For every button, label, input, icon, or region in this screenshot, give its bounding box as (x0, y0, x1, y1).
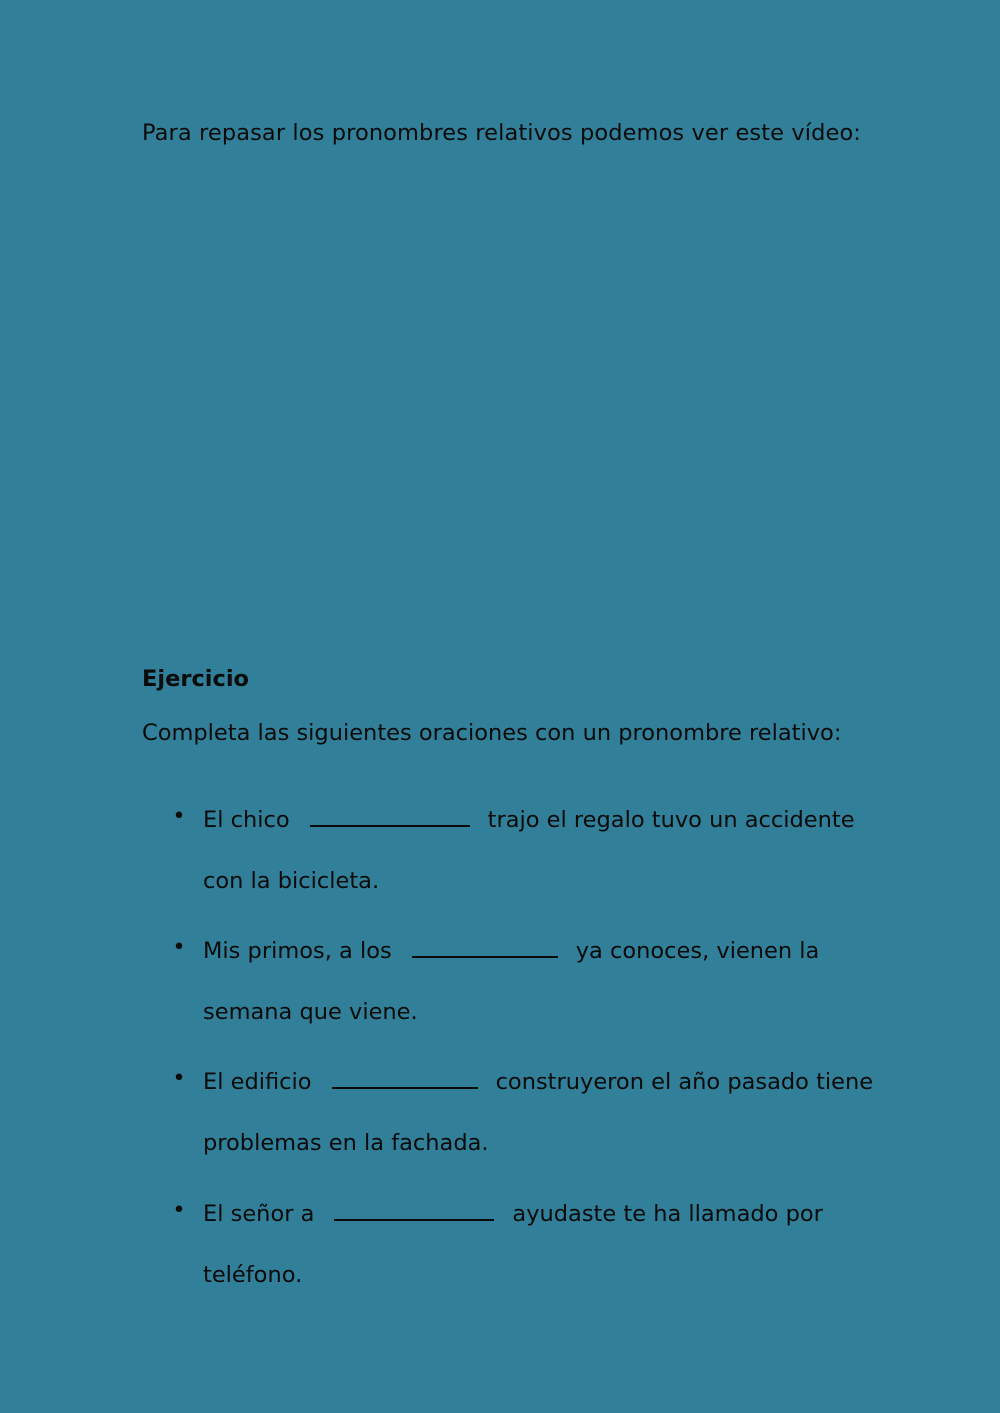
video-placeholder (142, 175, 858, 630)
exercise-item-line (203, 803, 855, 833)
bullet-icon: • (172, 1197, 186, 1223)
bullet-icon: • (172, 803, 186, 829)
bullet-icon: • (172, 1065, 186, 1091)
bullet-icon: • (172, 934, 186, 960)
answer-blank[interactable] (332, 1065, 478, 1089)
item-text-after: ya conoces, vienen la (575, 938, 820, 964)
item-continuation: semana que viene. (203, 999, 418, 1025)
item-continuation: con la bicicleta. (203, 868, 380, 894)
exercise-instruction: Completa las siguientes oraciones con un pronombre relativo: (142, 720, 842, 746)
item-text-before: El chico (203, 807, 290, 833)
item-continuation: teléfono. (203, 1262, 303, 1288)
item-continuation: problemas en la fachada. (203, 1130, 489, 1156)
answer-blank[interactable] (334, 1197, 494, 1221)
item-text-before: El edificio (203, 1069, 312, 1095)
answer-blank[interactable] (310, 803, 470, 827)
exercise-item-line (203, 1065, 873, 1095)
exercise-heading: Ejercicio (142, 666, 249, 692)
item-text-before: Mis primos, a los (203, 938, 392, 964)
exercise-item-line (203, 934, 819, 964)
answer-blank[interactable] (412, 934, 558, 958)
item-text-after: ayudaste te ha llamado por (512, 1201, 823, 1227)
item-text-after: trajo el regalo tuvo un accidente (487, 807, 855, 833)
item-text-before: El señor a (203, 1201, 315, 1227)
intro-text: Para repasar los pronombres relativos podemos ver este vídeo: (142, 120, 861, 146)
exercise-item-line (203, 1197, 823, 1227)
item-text-after: construyeron el año pasado tiene (495, 1069, 874, 1095)
